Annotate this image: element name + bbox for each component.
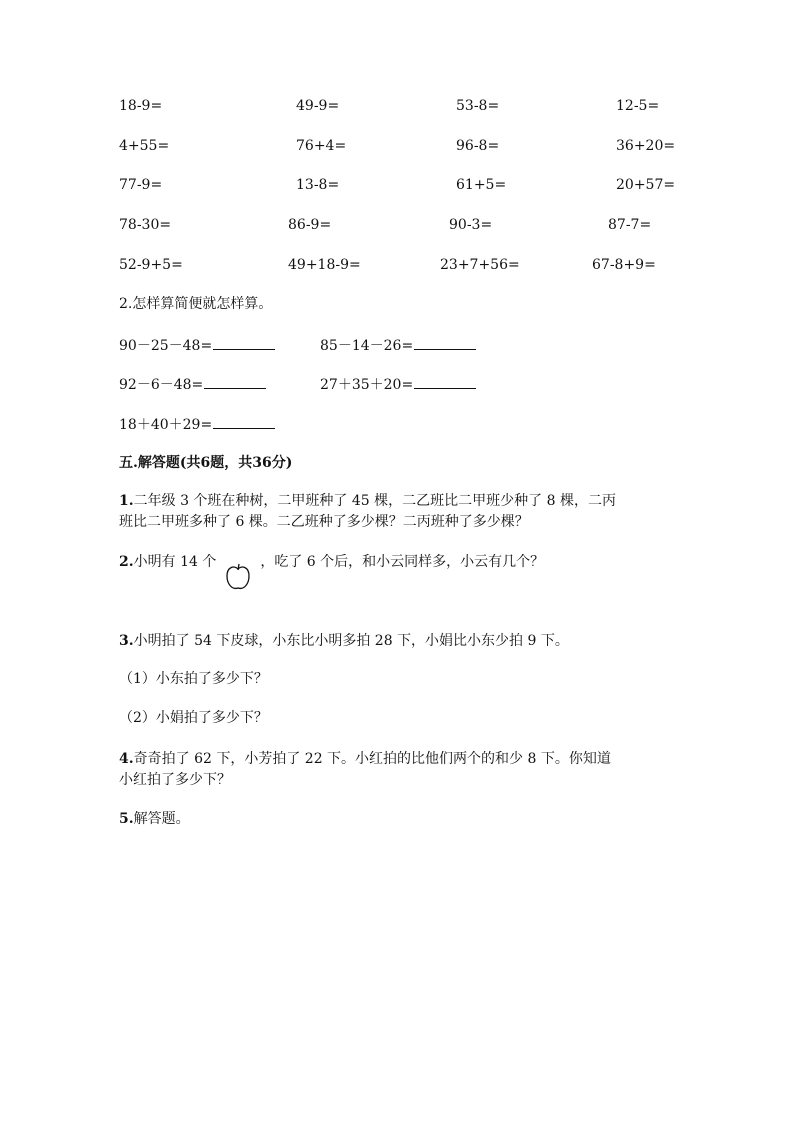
- arith-cell: 12-5=: [616, 98, 660, 114]
- problem-text: 解答题。: [133, 811, 190, 827]
- q2-instruction: 2.怎样算简便就怎样算。: [119, 296, 273, 312]
- arith-cell: 86-9=: [288, 217, 332, 233]
- problem-number: 2.: [119, 554, 134, 570]
- arith-cell: 20+57=: [616, 177, 676, 193]
- problem-number: 1.: [119, 493, 134, 509]
- arith-cell: 78-30=: [119, 217, 172, 233]
- apple-icon: [224, 562, 252, 592]
- arith-cell: 87-7=: [608, 217, 652, 233]
- arith-cell: 76+4=: [296, 138, 347, 154]
- problem-text: 小明拍了 54 下皮球，小东比小明多拍 28 下，小娟比小东少拍 9 下。: [133, 633, 569, 649]
- problem-2: [119, 553, 544, 571]
- arith-cell: 61+5=: [456, 177, 507, 193]
- arith-cell: 18-9=: [119, 98, 163, 114]
- arith-cell: 49-9=: [296, 98, 340, 114]
- problem-text: ，吃了 6 个后，和小云同样多，小云有几个？: [260, 554, 545, 570]
- problem-3-sub1: （1）小东拍了多少下？: [119, 671, 268, 687]
- problem-number: 5.: [119, 811, 134, 827]
- problem-number: 3.: [119, 633, 134, 649]
- answer-blank[interactable]: [213, 335, 275, 350]
- arith-cell: 23+7+56=: [440, 257, 520, 273]
- answer-blank[interactable]: [213, 414, 275, 429]
- problem-text: 小明有 14 个: [133, 554, 217, 570]
- answer-blank[interactable]: [414, 374, 476, 389]
- problem-text: 奇奇拍了 62 下，小芳拍了 22 下。小红拍的比他们两个的和少 8 下。你知道: [133, 751, 611, 767]
- arith-cell: 77-9=: [119, 177, 163, 193]
- answer-blank[interactable]: [204, 374, 266, 389]
- problem-number: 4.: [119, 751, 134, 767]
- problem-3: [119, 632, 569, 650]
- problem-3-sub2: （2）小娟拍了多少下？: [119, 710, 268, 726]
- q2-expression: 85－14－26=: [320, 338, 414, 354]
- q2-expression: 92－6－48=: [119, 377, 204, 393]
- q2-item: [119, 414, 275, 434]
- arith-cell: 4+55=: [119, 138, 170, 154]
- q2-expression: 27＋35＋20=: [320, 377, 414, 393]
- q2-expression: 90－25－48=: [119, 338, 213, 354]
- answer-blank[interactable]: [414, 335, 476, 350]
- arith-cell: 53-8=: [456, 98, 500, 114]
- arith-cell: 90-3=: [449, 217, 493, 233]
- q2-item: [119, 335, 275, 355]
- problem-1-line2: 班比二甲班多种了 6 棵。二乙班种了多少棵？二丙班种了多少棵？: [119, 514, 529, 530]
- q2-expression: 18＋40＋29=: [119, 417, 213, 433]
- section-heading: 五.解答题(共6题，共36分): [119, 455, 293, 471]
- arith-cell: 52-9+5=: [119, 257, 183, 273]
- q2-item: [320, 374, 476, 394]
- problem-text: 二年级 3 个班在种树，二甲班种了 45 棵，二乙班比二甲班少种了 8 棵，二丙: [133, 493, 616, 509]
- problem-4-line1: [119, 750, 611, 768]
- arith-cell: 67-8+9=: [592, 257, 656, 273]
- q2-item: [119, 374, 266, 394]
- problem-4-line2: 小红拍了多少下？: [119, 772, 231, 788]
- q2-item: [320, 335, 476, 355]
- arith-cell: 13-8=: [296, 177, 340, 193]
- problem-1-line1: [119, 492, 616, 510]
- arith-cell: 96-8=: [456, 138, 500, 154]
- arith-cell: 49+18-9=: [288, 257, 361, 273]
- arith-cell: 36+20=: [616, 138, 676, 154]
- problem-5: [119, 810, 190, 828]
